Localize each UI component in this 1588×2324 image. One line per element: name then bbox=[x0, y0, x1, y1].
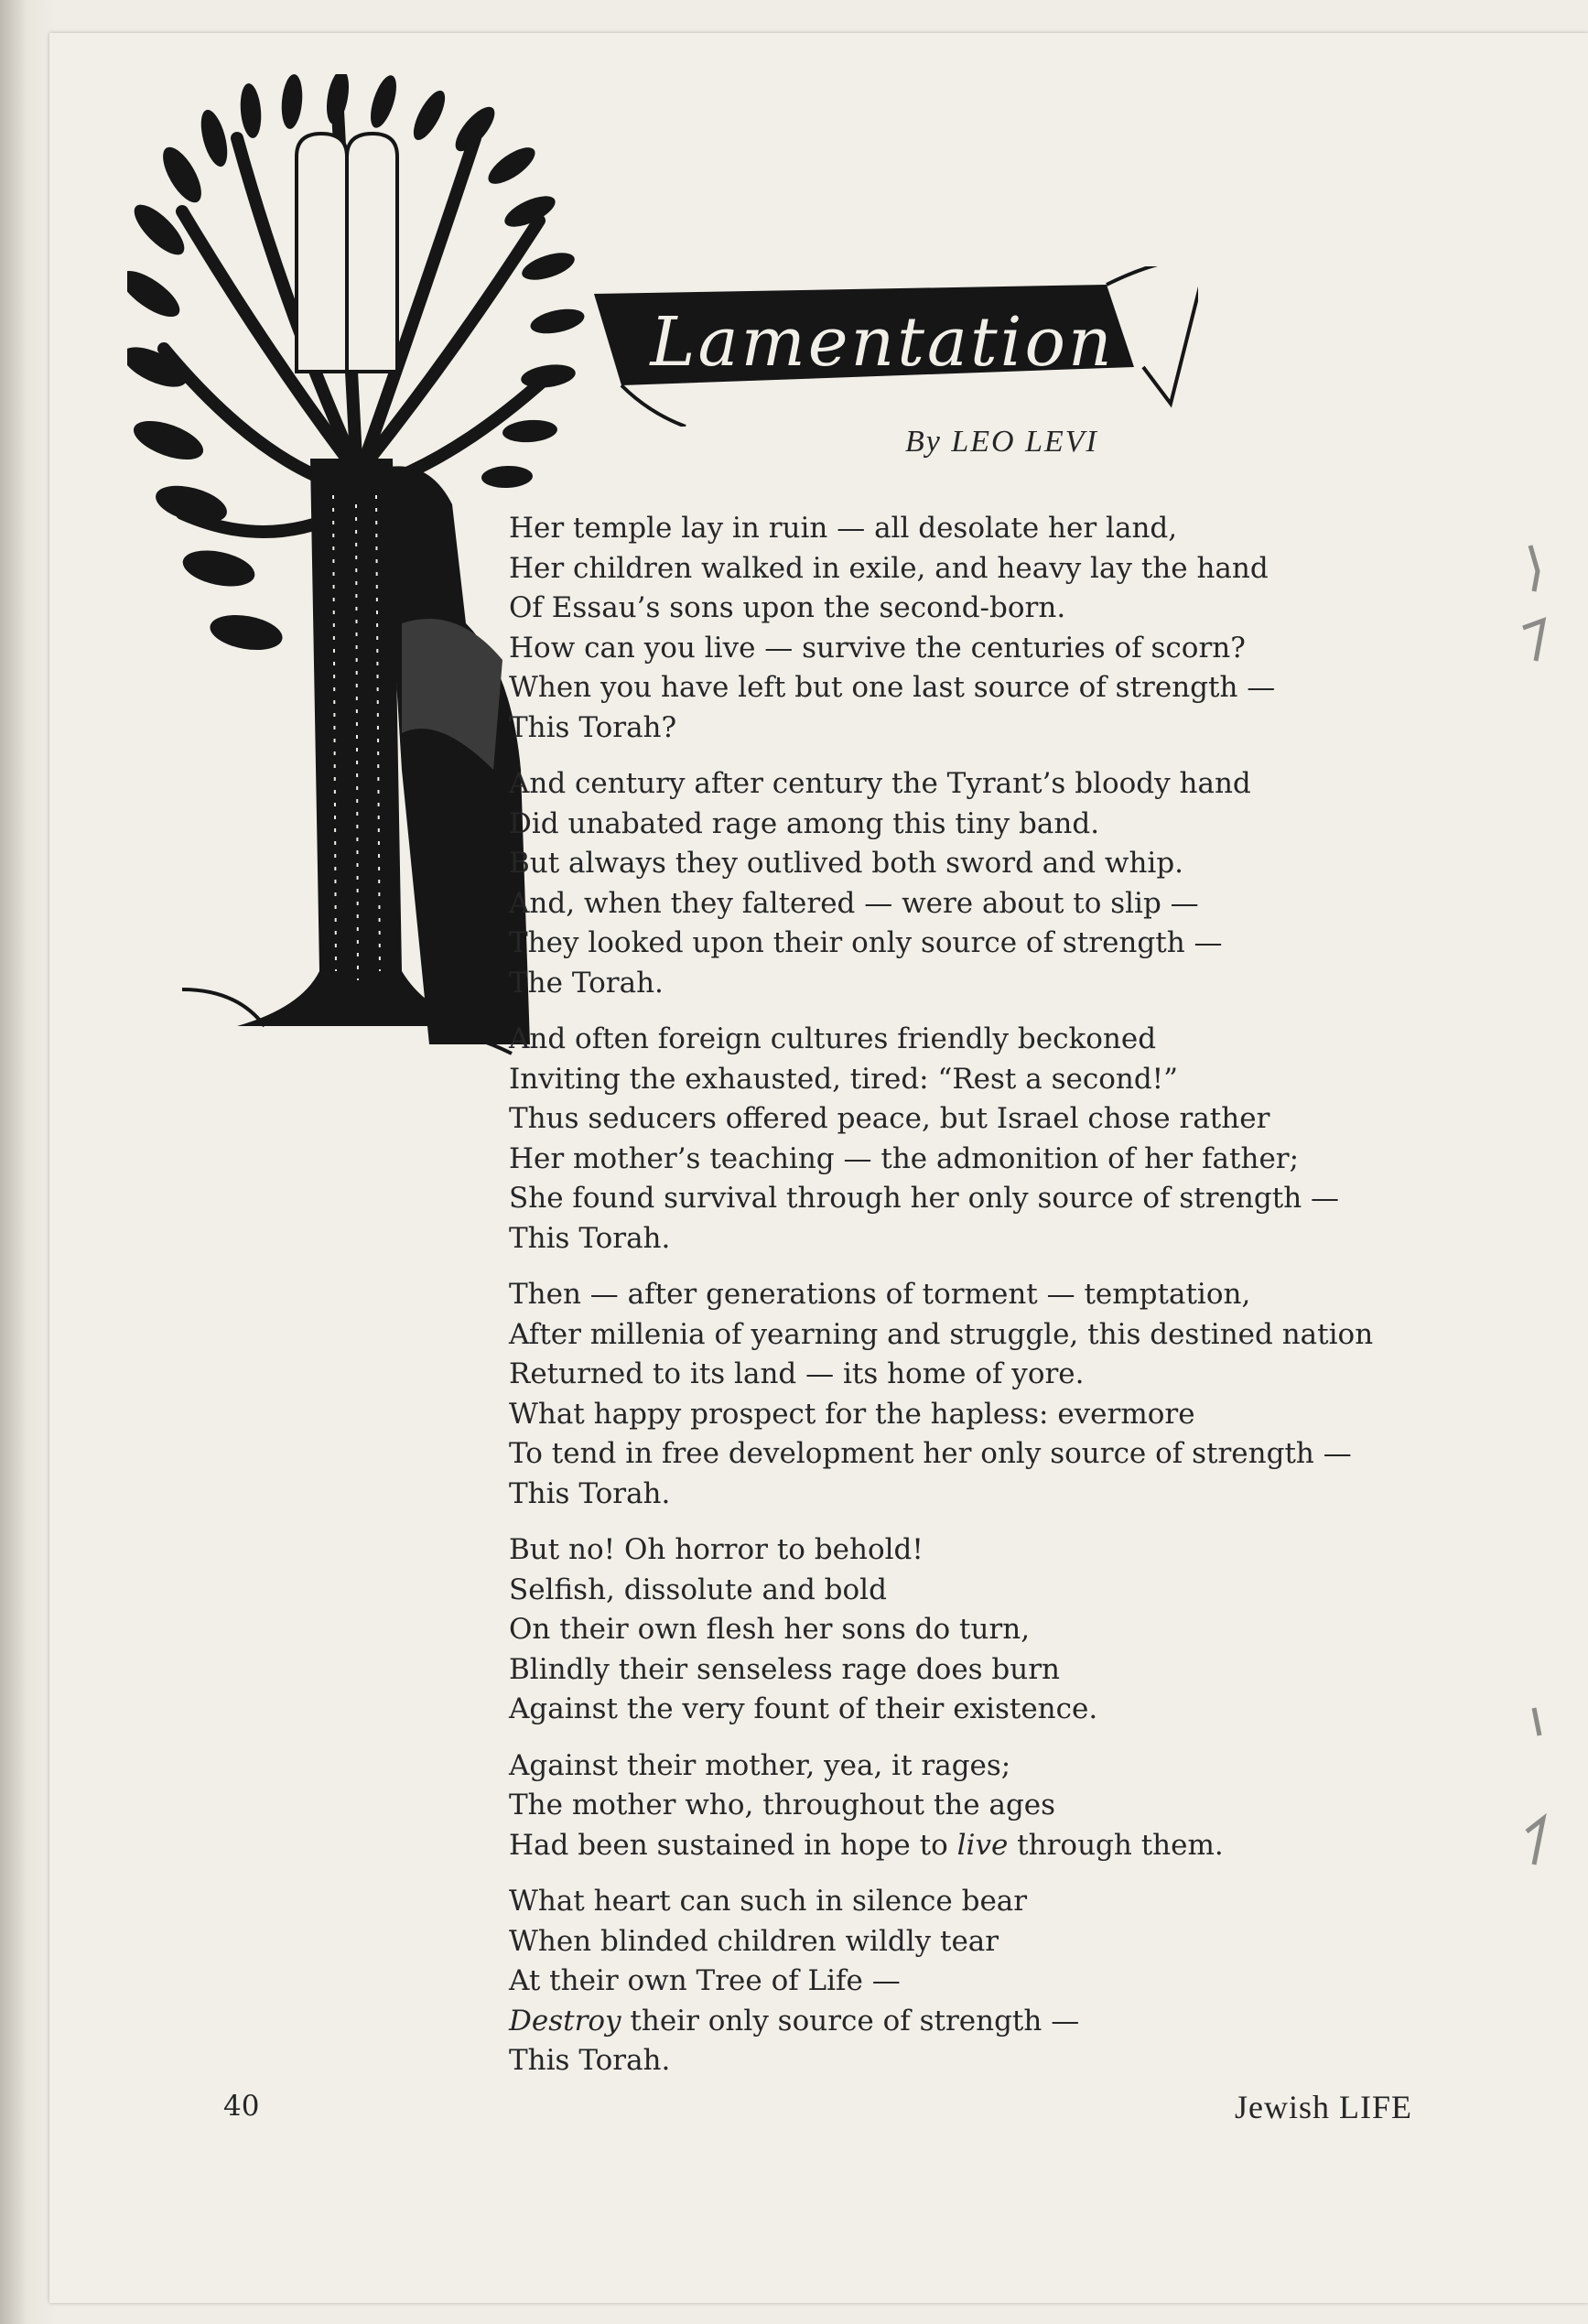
poem-line: After millenia of yearning and struggle, this destined nation bbox=[509, 1317, 1374, 1351]
poem-line: How can you live — survive the centuries of scorn? bbox=[509, 631, 1246, 665]
poem-line: Returned to its land — its home of yore. bbox=[509, 1357, 1085, 1390]
poem-stanza bbox=[509, 764, 1479, 1003]
magazine-page bbox=[49, 33, 1588, 2303]
poem-stanza bbox=[509, 1530, 1479, 1730]
poem-line: Did unabated rage among this tiny band. bbox=[509, 806, 1100, 840]
poem-line: The Torah. bbox=[509, 966, 664, 1000]
poem-line: What heart can such in silence bear bbox=[509, 1885, 1028, 1918]
poem-line: This Torah. bbox=[509, 2044, 671, 2077]
poem-line: What happy prospect for the hapless: evermore bbox=[509, 1397, 1195, 1431]
poem-line: Thus seducers offered peace, but Israel chose rather bbox=[509, 1102, 1270, 1135]
poem-stanza bbox=[509, 1882, 1479, 2081]
poem-line: To tend in free development her only source of strength — bbox=[509, 1437, 1352, 1470]
poem-line: This Torah. bbox=[509, 1221, 671, 1255]
poem-line: When you have left but one last source of strength — bbox=[509, 671, 1276, 704]
poem-stanza bbox=[509, 1746, 1479, 1866]
poem-line: She found survival through her only source of strength — bbox=[509, 1182, 1340, 1215]
poem-line: Of Essau’s sons upon the second-born. bbox=[509, 591, 1066, 624]
poem-line: And century after century the Tyrant’s bloody hand bbox=[509, 767, 1251, 800]
poem-line: Her children walked in exile, and heavy lay the hand bbox=[509, 551, 1269, 585]
poem-line: Selfish, dissolute and bold bbox=[509, 1573, 887, 1606]
poem-line: But always they outlived both sword and whip. bbox=[509, 847, 1184, 880]
poem-line: Destroy their only source of strength — bbox=[509, 2004, 1080, 2038]
poem-line: They looked upon their only source of strength — bbox=[509, 926, 1223, 959]
poem-line: But no! Oh horror to behold! bbox=[509, 1533, 924, 1566]
poem-body bbox=[509, 509, 1479, 2098]
poem-stanza bbox=[509, 1020, 1479, 1259]
poem-title: Lamentation bbox=[650, 303, 1115, 382]
poem-line: The mother who, throughout the ages bbox=[509, 1789, 1056, 1821]
magazine-name: Jewish LIFE bbox=[1235, 2089, 1412, 2125]
poem-line: Blindly their senseless rage does burn bbox=[509, 1652, 1061, 1686]
poem-line: On their own flesh her sons do turn, bbox=[509, 1613, 1031, 1646]
poem-line: Her temple lay in ruin — all desolate her land, bbox=[509, 512, 1178, 545]
show-through-marks bbox=[1514, 308, 1588, 2001]
poem-line: And often foreign cultures friendly beckoned bbox=[509, 1022, 1157, 1055]
author-byline: By LEO LEVI bbox=[905, 425, 1098, 459]
poem-line: Against the very fount of their existence. bbox=[509, 1692, 1098, 1725]
poem-line: This Torah? bbox=[509, 710, 677, 744]
poem-line: Against their mother, yea, it rages; bbox=[509, 1748, 1011, 1782]
poem-line: At their own Tree of Life — bbox=[509, 1964, 901, 1997]
poem-stanza bbox=[509, 509, 1479, 748]
poem-line: Then — after generations of torment — temptation, bbox=[509, 1278, 1251, 1311]
poem-line: Had been sustained in hope to live through them. bbox=[509, 1828, 1224, 1862]
poem-line: When blinded children wildly tear bbox=[509, 1924, 999, 1958]
poem-line: And, when they faltered — were about to slip — bbox=[509, 886, 1199, 920]
poem-line: Her mother’s teaching — the admonition of her father; bbox=[509, 1141, 1300, 1175]
poem-line: This Torah. bbox=[509, 1476, 671, 1510]
poem-line: Inviting the exhausted, tired: “Rest a second!” bbox=[509, 1062, 1178, 1096]
poem-stanza bbox=[509, 1275, 1479, 1514]
page-number: 40 bbox=[223, 2090, 260, 2123]
